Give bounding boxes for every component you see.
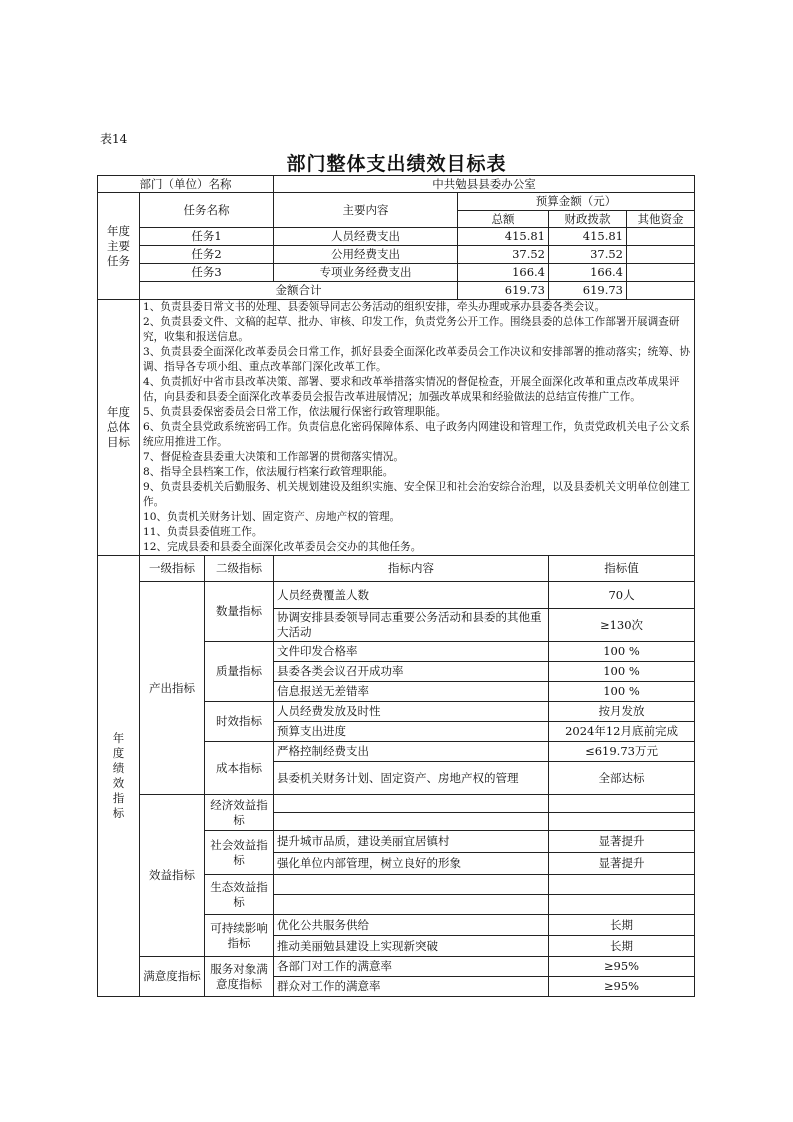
annual-goals-label-text: 年度总体目标 [107,405,130,449]
indicator-content [274,875,549,895]
goal-item: 9、负责县委机关后勤服务、机关规划建设及组织实施、安全保卫和社会治安综合治理，以及县委机关文明单位创建工作。 [143,481,691,508]
goal-item: 12、完成县委和县委全面深化改革委员会交办的其他任务。 [143,541,422,553]
social-indicator-label: 社会效益指标 [205,831,274,875]
goal-item: 2、负责县委文件、文稿的起草、批办、审核、印发工作，负责党务公开工作。围绕县委的总体工作部署开展调查研究，收集和报送信息。 [143,316,680,343]
task-content: 公用经费支出 [274,246,458,264]
task-other [627,246,695,264]
indicator-value: 全部达标 [549,762,695,795]
goal-item: 5、负责县委保密委员会日常工作，依法履行保密行政管理职能。 [143,406,447,418]
goal-item: 4、负责抓好中省市县改革决策、部署、要求和改革举措落实情况的督促检查，开展全面深化改革和重点改革成果评估，向县委和县委全面深化改革委员会报告改革进展情况；加强改革成果和经验做法的总结宣传推广工作。 [143,376,680,403]
task-row [98,228,695,246]
benefit-indicator-label: 效益指标 [140,795,205,957]
indicator-value: 100 % [549,662,695,682]
budget-header: 预算金额（元） [458,193,695,211]
main-content-header: 主要内容 [274,193,458,228]
indicator-value: 长期 [549,936,695,957]
task-name-header: 任务名称 [140,193,274,228]
goal-item: 10、负责机关财务计划、固定资产、房地产权的管理。 [143,511,401,523]
indicator-value: 100 % [549,682,695,702]
indicator-content: 提升城市品质，建设美丽宜居镇村 [274,831,549,853]
indicator-value: 2024年12月底前完成 [549,722,695,742]
indicator-value: 70人 [549,582,695,609]
task-total: 37.52 [458,246,549,264]
indicator-row [98,957,695,977]
indicator-content: 县委各类会议召开成功率 [274,662,549,682]
annual-tasks-label-text: 年度主要任务 [107,223,130,268]
dept-label: 部门（单位）名称 [98,176,274,193]
indicator-content: 强化单位内部管理，树立良好的形象 [274,853,549,875]
timeliness-indicator-label: 时效指标 [205,702,274,742]
task-name: 任务2 [140,246,274,264]
indicator-value: ≥95% [549,977,695,997]
task-total: 415.81 [458,228,549,246]
quantity-indicator-label: 数量指标 [205,582,274,642]
task-total: 166.4 [458,264,549,282]
indicator-value [549,813,695,831]
sum-other [627,282,695,300]
ecological-indicator-label: 生态效益指标 [205,875,274,915]
dept-value: 中共勉县县委办公室 [274,176,695,193]
quality-indicator-label: 质量指标 [205,642,274,702]
indicator-content: 信息报送无差错率 [274,682,549,702]
task-fiscal: 166.4 [549,264,627,282]
indicator-content: 各部门对工作的满意率 [274,957,549,977]
tasks-header-row [98,193,695,211]
other-header: 其他资金 [627,211,695,228]
sustainable-indicator-label: 可持续影响指标 [205,915,274,957]
task-content: 人员经费支出 [274,228,458,246]
task-row [98,246,695,264]
indicator-content: 文件印发合格率 [274,642,549,662]
economic-indicator-label: 经济效益指标 [205,795,274,831]
indicator-content [274,895,549,915]
indicator-content: 协调安排县委领导同志重要公务活动和县委的其他重大活动 [274,609,549,642]
sum-total: 619.73 [458,282,549,300]
indicator-row [98,582,695,609]
indicator-content: 优化公共服务供给 [274,915,549,936]
satisfaction-indicator-label: 满意度指标 [140,957,205,997]
level2-header: 二级指标 [205,556,274,582]
indicators-header-row [98,556,695,582]
page-label: 表14 [100,132,128,146]
indicator-content [274,795,549,813]
task-fiscal: 415.81 [549,228,627,246]
indicator-content [274,813,549,831]
indicator-value: 按月发放 [549,702,695,722]
indicator-content: 推动美丽勉县建设上实现新突破 [274,936,549,957]
goal-item: 6、负责全县党政系统密码工作。负责信息化密码保障体系、电子政务内网建设和管理工作，负责党政机关电子公文系统应用推进工作。 [143,421,691,448]
indicator-content: 群众对工作的满意率 [274,977,549,997]
goal-item: 3、负责县委全面深化改革委员会日常工作，抓好县委全面深化改革委员会工作决议和安排部署的推动落实；统筹、协调、指导各专项小组、重点改革部门深化改革工作。 [143,346,691,373]
document-title: 部门整体支出绩效目标表 [286,153,507,175]
task-fiscal: 37.52 [549,246,627,264]
task-other [627,228,695,246]
goal-item: 1、负责县委日常文书的处理、县委领导同志公务活动的组织安排，牵头办理或承办县委各类会议。 [143,301,606,313]
indicator-value [549,875,695,895]
indicator-row [98,795,695,813]
fiscal-header: 财政拨款 [549,211,627,228]
indicator-value: ≥95% [549,957,695,977]
indicator-value: 长期 [549,915,695,936]
dept-row [98,176,695,193]
task-row [98,264,695,282]
indicator-value: ≥130次 [549,609,695,642]
indicator-content: 预算支出进度 [274,722,549,742]
annual-indicators-label [98,556,140,997]
indicator-content: 严格控制经费支出 [274,742,549,762]
goal-item: 7、督促检查县委重大决策和工作部署的贯彻落实情况。 [143,451,404,463]
indicator-content: 人员经费覆盖人数 [274,582,549,609]
indicator-content: 人员经费发放及时性 [274,702,549,722]
value-header: 指标值 [549,556,695,582]
goals-row [98,300,695,556]
indicator-value [549,795,695,813]
content-header: 指标内容 [274,556,549,582]
annual-goals-label [98,300,140,556]
task-name: 任务3 [140,264,274,282]
indicator-value: 100 % [549,642,695,662]
indicator-content: 县委机关财务计划、固定资产、房地产权的管理 [274,762,549,795]
output-indicator-label: 产出指标 [140,582,205,795]
indicator-value: 显著提升 [549,831,695,853]
task-other [627,264,695,282]
total-header: 总额 [458,211,549,228]
sum-fiscal: 619.73 [549,282,627,300]
sum-label: 金额合计 [140,282,458,300]
cost-indicator-label: 成本指标 [205,742,274,795]
goal-item: 8、指导全县档案工作，依法履行档案行政管理职能。 [143,466,394,478]
annual-tasks-label [98,193,140,300]
task-content: 专项业务经费支出 [274,264,458,282]
goal-item: 11、负责县委值班工作。 [143,526,263,538]
indicator-value: 显著提升 [549,853,695,875]
sum-row [98,282,695,300]
service-satisfaction-label: 服务对象满意度指标 [205,957,274,997]
annual-goals-text [140,300,695,556]
indicator-value [549,895,695,915]
performance-goal-table [97,175,695,997]
annual-indicators-label-text: 年度绩效指标 [112,731,125,820]
indicator-value: ≤619.73万元 [549,742,695,762]
task-name: 任务1 [140,228,274,246]
level1-header: 一级指标 [140,556,205,582]
